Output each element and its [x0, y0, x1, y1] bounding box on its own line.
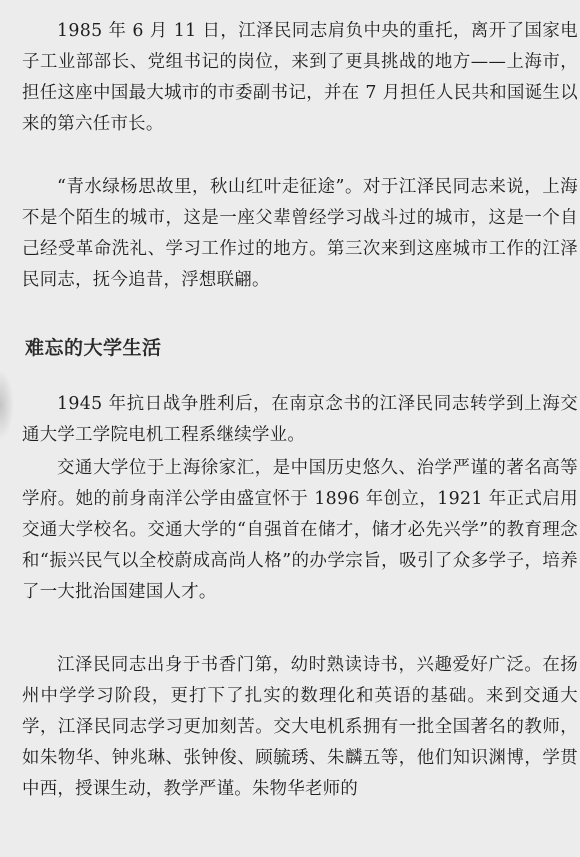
paragraph-study-life: 江泽民同志出身于书香门第，幼时熟读诗书，兴趣爱好广泛。在扬州中学学习阶段，更打下了扎实的数理化和英语的基础。来到交通大学，江泽民同志学习更加刻苦。交大电机系拥有一批全国著名的教师，如朱物华、钟兆琳、张钟俊、顾毓琇、朱麟五等，他们知识渊博，学贯中西，授课生动，教学严谨。朱物华老师的 [22, 655, 578, 799]
section-heading: 难忘的大学生活 [25, 337, 162, 359]
paragraph-jiaotong-university: 交通大学位于上海徐家汇，是中国历史悠久、治学严谨的著名高等学府。她的前身南洋公学由盛宣怀于 1896 年创立，1921 年正式启用交通大学校名。交通大学的“自强首在储才，储才必先兴学”的教育理念和“振兴民气以全校蔚成高尚人格”的办学宗旨，吸引了众多学子，培养了一大批治国建国人才。 [22, 458, 578, 602]
scan-shadow-mark [0, 370, 14, 440]
paragraph-transfer-to-jiaotong: 1945 年抗日战争胜利后，在南京念书的江泽民同志转学到上海交通大学工学院电机工程系继续学业。 [22, 394, 578, 445]
paragraph-return-to-shanghai: “青水绿杨思故里，秋山红叶走征途”。对于江泽民同志来说，上海不是个陌生的城市，这是一座父辈曾经学习战斗过的城市，这是一个自己经受革命洗礼、学习工作过的地方。第三次来到这座城市工作的江泽民同志，抚今追昔，浮想联翩。 [22, 177, 578, 290]
paragraph-shanghai-arrival: 1985 年 6 月 11 日，江泽民同志肩负中央的重托，离开了国家电子工业部部长、党组书记的岗位，来到了更具挑战的地方——上海市，担任这座中国最大城市的市委副书记，并在 7 月担任人民共和国诞生以来的第六任市长。 [22, 21, 578, 134]
